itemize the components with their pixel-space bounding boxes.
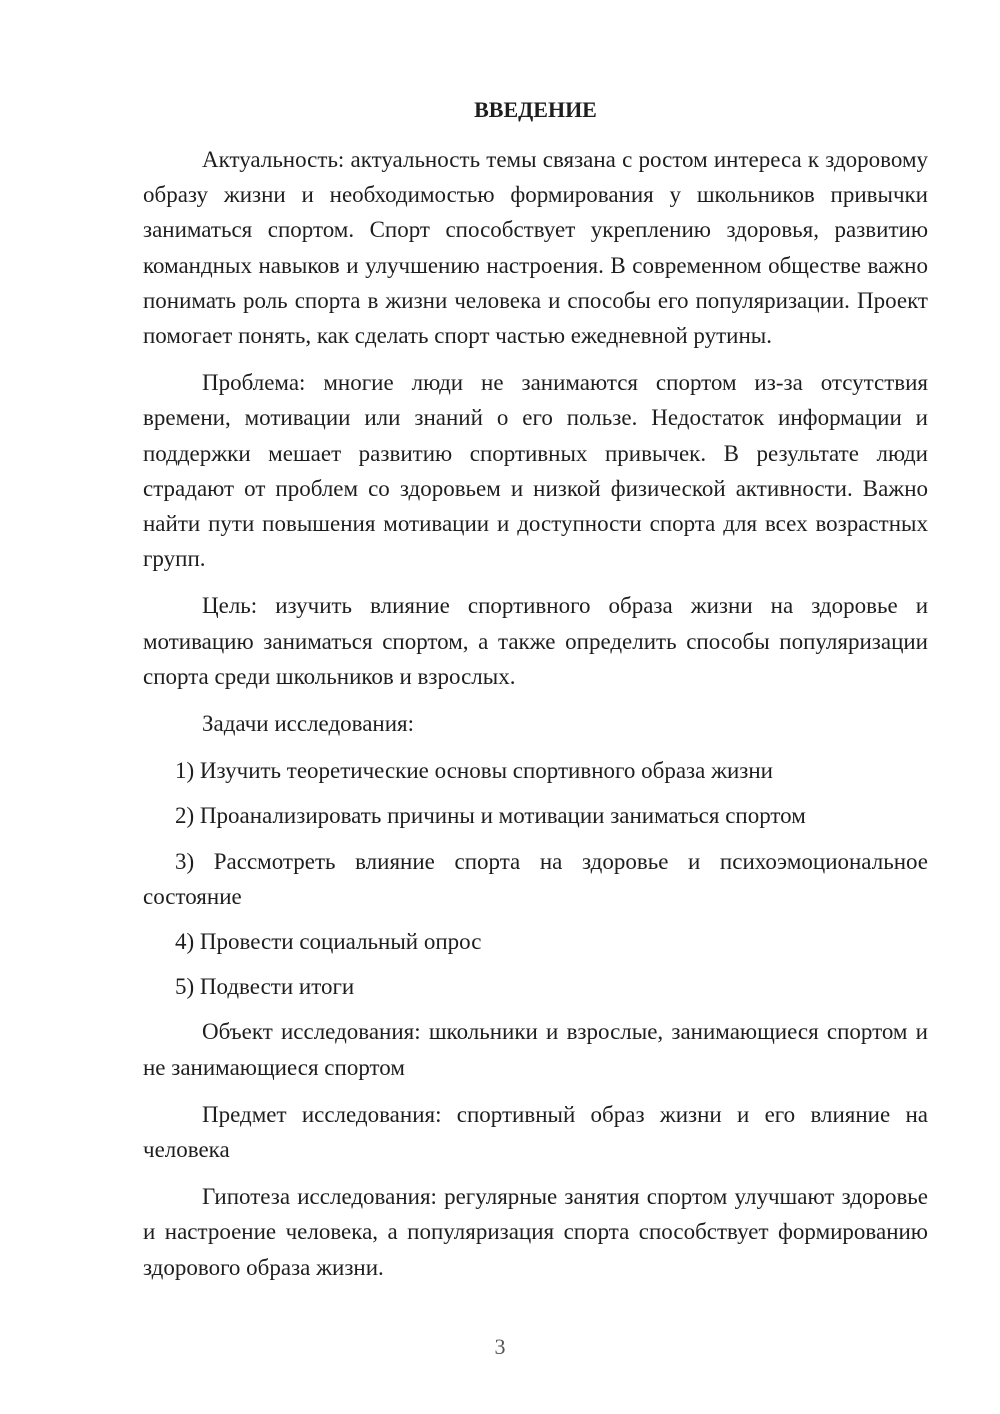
- task-item: 3) Рассмотреть влияние спорта на здоровье и психоэмоциональное состояние: [143, 848, 928, 909]
- task-item: 1) Изучить теоретические основы спортивного образа жизни: [175, 758, 773, 784]
- page-number: 3: [494, 1334, 506, 1359]
- task-item: 5) Подвести итоги: [175, 974, 355, 1000]
- paragraph-object: Объект исследования: школьники и взрослые, занимающиеся спортом и не занимающиеся спортом: [143, 1019, 928, 1080]
- task-item: 2) Проанализировать причины и мотивации заниматься спортом: [175, 803, 806, 829]
- tasks-heading: Задачи исследования:: [202, 711, 415, 737]
- task-item: 4) Провести социальный опрос: [175, 929, 482, 955]
- document-page: [143, 92, 928, 1297]
- paragraph-goal: Цель: изучить влияние спортивного образа жизни на здоровье и мотивацию заниматься спортом, а также определить способы популяризации спорта среди школьников и взрослых.: [143, 593, 928, 689]
- paragraph-subject: Предмет исследования: спортивный образ жизни и его влияние на человека: [143, 1101, 928, 1163]
- section-title: ВВЕДЕНИЕ: [474, 97, 597, 122]
- paragraph-relevance: Актуальность: актуальность темы связана с ростом интереса к здоровому образу жизни и необходимостью формирования у школьников привычки заниматься спортом. Спорт способствует укреплению здоровья, развитию командных навыков и улучшению настроения. В современном обществе важно понимать роль спорта в жизни человека и способы его популяризации. Проект помогает понять, как сделать спорт частью ежедневной рутины.: [143, 147, 928, 349]
- paragraph-hypothesis: Гипотеза исследования: регулярные занятия спортом улучшают здоровье и настроение человека, а популяризация спорта способствует формированию здорового образа жизни.: [143, 1184, 928, 1280]
- paragraph-problem: Проблема: многие люди не занимаются спортом из-за отсутствия времени, мотивации или знаний о его пользе. Недостаток информации и поддержки мешает развитию спортивных привычек. В результате люди страдают от проблем со здоровьем и низкой физической активности. Важно найти пути повышения мотивации и доступности спорта для всех возрастных групп.: [143, 370, 928, 572]
